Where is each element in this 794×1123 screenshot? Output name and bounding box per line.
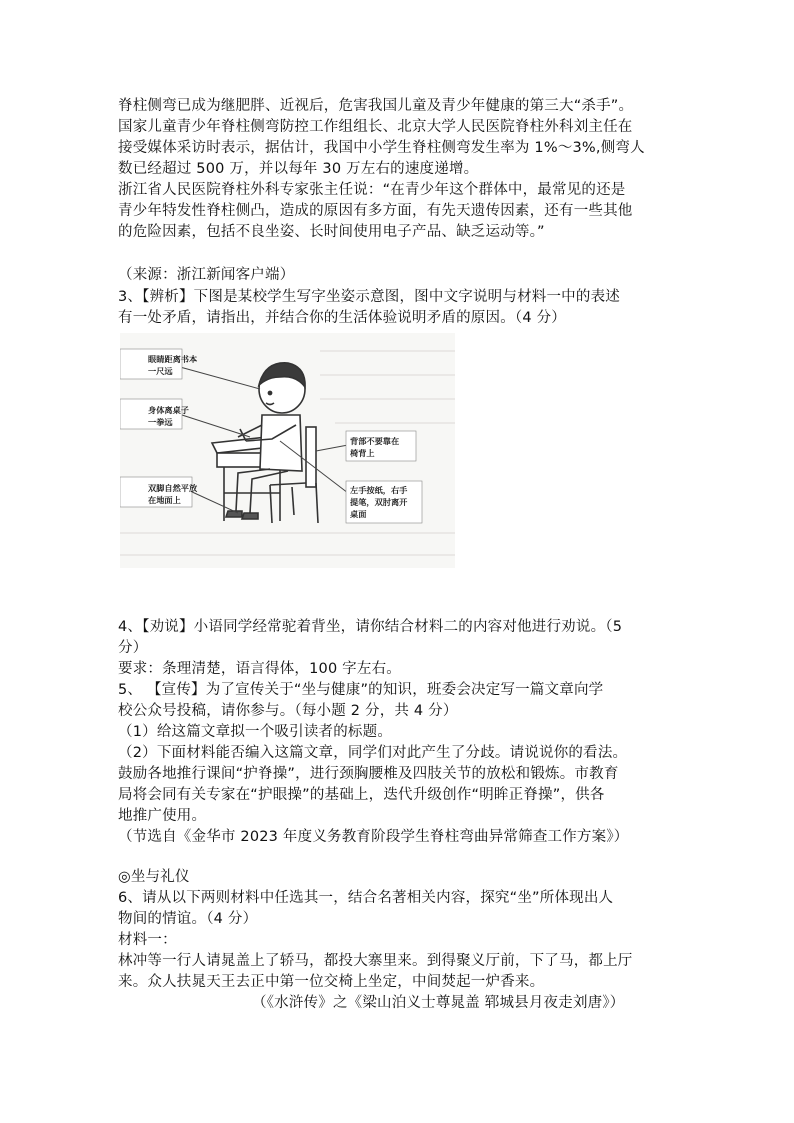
question-4-line: 4、【劝说】小语同学经常驼着背坐，请你结合材料二的内容对他进行劝说。（5 (118, 619, 623, 635)
label-feet-2: 在地面上 (148, 495, 181, 505)
sitting-posture-figure (120, 333, 455, 568)
question-4-requirement: 要求：条理清楚，语言得体，100 字左右。 (118, 661, 401, 677)
material-line: 的危险因素，包括不良坐姿、长时间使用电子产品、缺乏运动等。” (118, 224, 545, 240)
question-5-sub2: （2）下面材料能否编入这篇文章，同学们对此产生了分歧。请说说你的看法。 (118, 745, 628, 761)
material-line: 国家儿童青少年脊柱侧弯防控工作组组长、北京大学人民医院脊柱外科刘主任在 (118, 119, 633, 135)
label-back: 背部不要靠在 (350, 436, 400, 446)
label-eye-distance: 眼睛距离书本 (148, 354, 198, 364)
question-5-material: 地推广使用。 (118, 808, 207, 824)
question-3-line: 有一处矛盾，请指出，并结合你的生活体验说明矛盾的原因。（4 分） (118, 310, 566, 326)
label-hands-2: 提笔，双肘离开 (350, 497, 408, 507)
label-body-distance-2: 一拳远 (148, 417, 173, 427)
material-one-text: 林冲等一行人请晁盖上了轿马，都投大寨里来。到得聚义厅前，下了马，都上厅 (118, 953, 633, 969)
question-6-line: 物间的情谊。（4 分） (118, 911, 258, 927)
material-line: 青少年特发性脊柱侧凸，造成的原因有多方面，有先天遗传因素，还有一些其他 (118, 203, 633, 219)
label-hands-3: 桌面 (350, 509, 367, 519)
question-6-line: 6、请从以下两则材料中任选其一，结合名著相关内容，探究“坐”所体现出人 (118, 890, 614, 906)
question-5-line: 校公众号投稿，请你参与。（每小题 2 分，共 4 分） (118, 703, 458, 719)
question-5-source: （节选自《金华市 2023 年度义务教育阶段学生脊柱弯曲异常筛查工作方案》） (118, 829, 629, 845)
label-eye-distance-2: 一尺远 (148, 366, 173, 376)
question-5-material: 鼓励各地推行课间“护脊操”，进行颈胸腰椎及四肢关节的放松和锻炼。市教育 (118, 766, 619, 782)
material-line: 脊柱侧弯已成为继肥胖、近视后，危害我国儿童及青少年健康的第三大“杀手”。 (118, 98, 634, 114)
material-one-citation: （《水浒传》之《梁山泊义士尊晁盖 郓城县月夜走刘唐》） (252, 995, 625, 1011)
question-4-line: 分） (118, 640, 148, 656)
question-3-line: 3、【辨析】下图是某校学生写字坐姿示意图，图中文字说明与材料一中的表述 (118, 289, 620, 305)
question-5-material: 局将会同有关专家在“护眼操”的基础上，迭代升级创作“明眸正脊操”，供各 (118, 787, 605, 803)
question-5-line: 5、 【宣传】为了宣传关于“坐与健康”的知识，班委会决定写一篇文章向学 (118, 682, 604, 698)
question-5-sub1: （1）给这篇文章拟一个吸引读者的标题。 (118, 724, 393, 740)
material-line: 接受媒体采访时表示，据估计，我国中小学生脊柱侧弯发生率为 1%～3%,侧弯人 (118, 140, 645, 156)
section-heading: ◎坐与礼仪 (118, 869, 190, 885)
material-one-text: 来。众人扶晁天王去正中第一位交椅上坐定，中间焚起一炉香来。 (118, 974, 545, 990)
label-body-distance: 身体离桌子 (148, 405, 189, 415)
material-one-heading: 材料一： (118, 932, 177, 948)
material-line: 浙江省人民医院脊柱外科专家张主任说：“在青少年这个群体中，最常见的还是 (118, 182, 626, 198)
source-note: （来源：浙江新闻客户端） (118, 267, 295, 283)
label-back-2: 椅背上 (350, 448, 375, 458)
material-line: 数已经超过 500 万，并以每年 30 万左右的速度递增。 (118, 161, 479, 177)
label-hands: 左手按纸，右手 (350, 485, 408, 495)
label-feet: 双脚自然平放 (148, 483, 198, 493)
